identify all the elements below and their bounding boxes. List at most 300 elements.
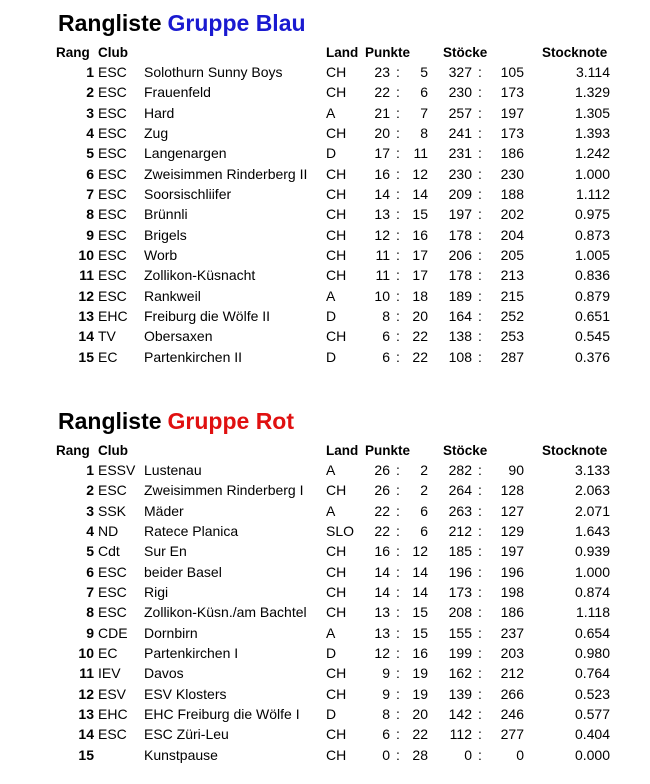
stoecke-separator: : (478, 584, 482, 601)
stoecke-for-cell: 173 (448, 584, 472, 601)
land-cell: CH (326, 685, 347, 702)
stoecke-against-cell: 128 (500, 482, 524, 499)
club-name-cell: Frauenfeld (144, 84, 211, 101)
points-lost-cell: 18 (412, 287, 428, 304)
rank-cell: 14 (78, 328, 94, 345)
club-name-cell: Sur En (144, 543, 187, 560)
stoecke-against-cell: 173 (500, 125, 524, 142)
stoecke-against-cell: 173 (500, 84, 524, 101)
stocknote-cell: 0.764 (574, 665, 610, 682)
stocknote-cell: 0.000 (574, 746, 610, 763)
club-name-cell: Brigels (144, 226, 187, 243)
stoecke-for-cell: 196 (448, 563, 472, 580)
points-lost-cell: 16 (412, 226, 428, 243)
stoecke-against-cell: 252 (500, 308, 524, 325)
points-separator: : (396, 502, 400, 519)
stoecke-against-cell: 287 (500, 348, 524, 365)
stoecke-separator: : (478, 604, 482, 621)
rank-cell: 8 (86, 604, 94, 621)
points-lost-cell: 8 (420, 125, 428, 142)
points-separator: : (396, 226, 400, 243)
stoecke-for-cell: 138 (448, 328, 472, 345)
points-separator: : (396, 348, 400, 365)
club-prefix-cell: CDE (98, 624, 128, 641)
stoecke-separator: : (478, 746, 482, 763)
land-cell: D (326, 145, 337, 162)
stoecke-for-cell: 162 (448, 665, 472, 682)
title-prefix: Rangliste (58, 408, 162, 434)
points-lost-cell: 20 (412, 706, 428, 723)
points-separator: : (396, 64, 400, 80)
points-won-cell: 14 (374, 584, 390, 601)
club-name-cell: Freiburg die Wölfe II (144, 308, 271, 325)
rank-cell: 12 (78, 287, 94, 304)
stocknote-cell: 1.242 (574, 145, 610, 162)
points-won-cell: 11 (375, 247, 390, 264)
points-won-cell: 16 (374, 165, 390, 182)
club-prefix-cell: ESV (98, 685, 127, 702)
points-lost-cell: 2 (420, 462, 428, 478)
table-row (0, 604, 650, 624)
stoecke-separator: : (478, 247, 482, 264)
stoecke-separator: : (478, 226, 482, 243)
points-separator: : (396, 746, 400, 763)
rank-cell: 13 (78, 706, 94, 723)
stocknote-cell: 0.523 (574, 685, 610, 702)
club-prefix-cell: ESC (98, 584, 127, 601)
land-cell: A (326, 502, 336, 519)
points-lost-cell: 15 (412, 624, 428, 641)
ranking-table (0, 462, 650, 767)
stocknote-cell: 0.545 (574, 328, 610, 345)
club-name-cell: Zollikon-Küsnacht (144, 267, 256, 284)
club-prefix-cell: ND (98, 523, 119, 540)
land-cell: D (326, 308, 337, 325)
stocknote-cell: 3.133 (574, 462, 610, 478)
points-separator: : (396, 584, 400, 601)
club-name-cell: Solothurn Sunny Boys (144, 64, 283, 80)
rank-cell: 3 (86, 502, 94, 519)
stoecke-separator: : (478, 145, 482, 162)
points-lost-cell: 14 (412, 186, 428, 203)
points-lost-cell: 19 (412, 665, 428, 682)
club-prefix-cell: Cdt (98, 543, 120, 560)
stoecke-separator: : (478, 186, 482, 203)
table-row (0, 665, 650, 685)
rank-cell: 4 (86, 125, 94, 142)
stoecke-against-cell: 212 (500, 665, 524, 682)
points-separator: : (396, 604, 400, 621)
stoecke-against-cell: 197 (500, 543, 524, 560)
stocknote-cell: 1.000 (574, 165, 610, 182)
stocknote-cell: 0.939 (574, 543, 610, 560)
land-cell: A (326, 624, 336, 641)
table-row (0, 584, 650, 604)
land-cell: CH (326, 226, 347, 243)
club-prefix-cell: ESC (98, 563, 127, 580)
stocknote-cell: 2.063 (574, 482, 610, 499)
land-cell: A (326, 462, 336, 478)
table-row (0, 625, 650, 645)
points-won-cell: 6 (382, 348, 390, 365)
points-separator: : (396, 165, 400, 182)
club-name-cell: Rankweil (144, 287, 201, 304)
ranking-table (0, 64, 650, 369)
club-name-cell: Worb (144, 247, 178, 264)
land-cell: CH (326, 665, 347, 682)
stoecke-for-cell: 0 (464, 746, 472, 763)
rank-cell: 4 (86, 523, 94, 540)
table-row (0, 125, 650, 145)
points-separator: : (396, 308, 400, 325)
rank-cell: 2 (86, 482, 94, 499)
stoecke-for-cell: 112 (449, 726, 472, 743)
stocknote-cell: 1.000 (574, 563, 610, 580)
points-separator: : (396, 685, 400, 702)
points-won-cell: 6 (382, 328, 390, 345)
stoecke-against-cell: 213 (500, 267, 524, 284)
points-won-cell: 22 (374, 502, 390, 519)
club-prefix-cell: ESC (98, 165, 127, 182)
points-separator: : (396, 267, 400, 284)
points-separator: : (396, 665, 400, 682)
points-lost-cell: 7 (420, 104, 428, 121)
points-lost-cell: 15 (412, 604, 428, 621)
club-name-cell: Lustenau (144, 462, 202, 478)
club-prefix-cell: ESC (98, 247, 127, 264)
land-cell: D (326, 348, 337, 365)
points-lost-cell: 22 (412, 726, 428, 743)
stoecke-for-cell: 231 (448, 145, 472, 162)
stoecke-against-cell: 129 (500, 523, 524, 540)
points-won-cell: 11 (375, 267, 390, 284)
stoecke-for-cell: 185 (448, 543, 472, 560)
club-prefix-cell: EC (98, 348, 118, 365)
stoecke-separator: : (478, 726, 482, 743)
club-name-cell: Kunstpause (144, 746, 218, 763)
table-row (0, 543, 650, 563)
points-lost-cell: 20 (412, 308, 428, 325)
club-prefix-cell: TV (98, 328, 116, 345)
header-stoecke: Stöcke (443, 443, 488, 458)
stoecke-separator: : (478, 348, 482, 365)
group-blau-title (58, 10, 306, 37)
club-prefix-cell: SSK (98, 502, 127, 519)
rank-cell: 6 (86, 563, 94, 580)
stoecke-against-cell: 198 (500, 584, 524, 601)
stoecke-against-cell: 197 (500, 104, 524, 121)
points-separator: : (396, 563, 400, 580)
table-row (0, 523, 650, 543)
title-group-name: Gruppe Rot (167, 408, 295, 434)
stocknote-cell: 3.114 (576, 64, 610, 80)
rank-cell: 8 (86, 206, 94, 223)
table-row (0, 227, 650, 247)
stoecke-for-cell: 208 (448, 604, 472, 621)
header-club: Club (98, 45, 128, 60)
stoecke-against-cell: 237 (500, 624, 524, 641)
table-row (0, 503, 650, 523)
land-cell: CH (326, 604, 347, 621)
stoecke-separator: : (478, 84, 482, 101)
points-won-cell: 13 (374, 624, 390, 641)
rank-cell: 2 (86, 84, 94, 101)
stoecke-for-cell: 282 (448, 462, 472, 478)
stoecke-for-cell: 241 (448, 125, 472, 142)
rank-cell: 15 (78, 746, 94, 763)
stocknote-cell: 1.329 (574, 84, 610, 101)
stoecke-against-cell: 253 (500, 328, 524, 345)
stoecke-against-cell: 203 (500, 645, 524, 662)
land-cell: A (326, 287, 336, 304)
club-prefix-cell: ESC (98, 125, 127, 142)
stocknote-cell: 0.879 (574, 287, 610, 304)
land-cell: SLO (326, 523, 355, 540)
table-row (0, 288, 650, 308)
club-prefix-cell: ESC (98, 267, 127, 284)
points-won-cell: 9 (382, 665, 390, 682)
points-separator: : (396, 206, 400, 223)
table-row (0, 247, 650, 267)
rank-cell: 6 (86, 165, 94, 182)
rank-cell: 11 (79, 665, 94, 682)
land-cell: CH (326, 186, 347, 203)
stoecke-separator: : (478, 308, 482, 325)
points-lost-cell: 6 (420, 502, 428, 519)
points-lost-cell: 2 (420, 482, 428, 499)
stoecke-separator: : (478, 624, 482, 641)
stoecke-for-cell: 230 (448, 165, 472, 182)
club-prefix-cell: ESC (98, 186, 127, 203)
land-cell: CH (326, 206, 347, 223)
stoecke-for-cell: 212 (448, 523, 472, 540)
club-name-cell: Partenkirchen II (144, 348, 243, 365)
stoecke-for-cell: 142 (448, 706, 472, 723)
rank-cell: 9 (86, 624, 94, 641)
stocknote-cell: 2.071 (574, 502, 610, 519)
points-lost-cell: 22 (412, 348, 428, 365)
stoecke-separator: : (478, 685, 482, 702)
header-land: Land (326, 443, 359, 458)
points-separator: : (396, 328, 400, 345)
club-name-cell: EHC Freiburg die Wölfe I (144, 706, 300, 723)
points-lost-cell: 6 (420, 84, 428, 101)
group-rot-title (58, 408, 294, 435)
points-lost-cell: 11 (413, 145, 428, 162)
club-prefix-cell: ESC (98, 104, 127, 121)
points-lost-cell: 14 (412, 584, 428, 601)
points-lost-cell: 22 (412, 328, 428, 345)
stoecke-for-cell: 139 (448, 685, 472, 702)
stoecke-separator: : (478, 462, 482, 478)
club-name-cell: Zug (144, 125, 169, 142)
club-name-cell: Partenkirchen I (144, 645, 239, 662)
points-lost-cell: 19 (412, 685, 428, 702)
stoecke-separator: : (478, 645, 482, 662)
points-lost-cell: 15 (412, 206, 428, 223)
stoecke-for-cell: 257 (448, 104, 472, 121)
club-name-cell: Davos (144, 665, 184, 682)
stoecke-for-cell: 230 (448, 84, 472, 101)
stoecke-for-cell: 199 (448, 645, 472, 662)
rank-cell: 3 (86, 104, 94, 121)
club-prefix-cell: ESC (98, 84, 127, 101)
table-header (0, 45, 650, 61)
stoecke-separator: : (478, 287, 482, 304)
points-lost-cell: 12 (412, 165, 428, 182)
table-row (0, 747, 650, 767)
club-prefix-cell: EC (98, 645, 118, 662)
stoecke-against-cell: 127 (500, 502, 524, 519)
table-row (0, 645, 650, 665)
rank-cell: 13 (78, 308, 94, 325)
club-name-cell: Mäder (144, 502, 184, 519)
points-won-cell: 14 (374, 563, 390, 580)
stoecke-against-cell: 205 (500, 247, 524, 264)
points-separator: : (396, 462, 400, 478)
stocknote-cell: 0.975 (574, 206, 610, 223)
table-header (0, 443, 650, 459)
club-name-cell: Ratece Planica (144, 523, 239, 540)
land-cell: CH (326, 267, 347, 284)
points-won-cell: 12 (374, 645, 390, 662)
points-separator: : (396, 706, 400, 723)
stoecke-separator: : (478, 665, 482, 682)
rank-cell: 7 (86, 186, 94, 203)
stoecke-separator: : (478, 125, 482, 142)
stoecke-separator: : (478, 502, 482, 519)
stoecke-against-cell: 204 (500, 226, 524, 243)
points-lost-cell: 14 (412, 563, 428, 580)
points-won-cell: 21 (374, 104, 390, 121)
stocknote-cell: 1.118 (576, 604, 610, 621)
stoecke-for-cell: 197 (448, 206, 472, 223)
stoecke-separator: : (478, 104, 482, 121)
header-club: Club (98, 443, 128, 458)
stocknote-cell: 1.112 (576, 186, 610, 203)
table-row (0, 145, 650, 165)
land-cell: D (326, 645, 337, 662)
club-prefix-cell: ESC (98, 287, 127, 304)
stoecke-against-cell: 188 (500, 186, 524, 203)
club-prefix-cell: ESC (98, 206, 127, 223)
points-won-cell: 13 (374, 206, 390, 223)
club-name-cell: Soorsischliifer (144, 186, 232, 203)
header-punkte: Punkte (365, 45, 411, 60)
club-prefix-cell: ESC (98, 64, 127, 80)
stoecke-for-cell: 108 (448, 348, 472, 365)
stocknote-cell: 0.577 (574, 706, 610, 723)
land-cell: CH (326, 125, 347, 142)
stocknote-cell: 1.393 (574, 125, 610, 142)
club-name-cell: Rigi (144, 584, 169, 601)
table-row (0, 64, 650, 84)
table-row (0, 186, 650, 206)
land-cell: CH (326, 584, 347, 601)
table-row (0, 686, 650, 706)
points-separator: : (396, 523, 400, 540)
points-separator: : (396, 482, 400, 499)
points-won-cell: 12 (374, 226, 390, 243)
stoecke-for-cell: 327 (448, 64, 472, 80)
stoecke-separator: : (478, 482, 482, 499)
stoecke-for-cell: 189 (448, 287, 472, 304)
rank-cell: 5 (86, 145, 94, 162)
points-won-cell: 6 (382, 726, 390, 743)
stoecke-for-cell: 206 (448, 247, 472, 264)
points-won-cell: 26 (374, 482, 390, 499)
points-won-cell: 26 (374, 462, 390, 478)
club-prefix-cell: ESC (98, 604, 127, 621)
points-separator: : (396, 145, 400, 162)
club-name-cell: Zweisimmen Rinderberg I (144, 482, 304, 499)
club-name-cell: Obersaxen (144, 328, 213, 345)
table-row (0, 564, 650, 584)
land-cell: CH (326, 165, 347, 182)
stocknote-cell: 0.404 (574, 726, 610, 743)
stoecke-separator: : (478, 543, 482, 560)
rank-cell: 9 (86, 226, 94, 243)
points-separator: : (396, 287, 400, 304)
points-won-cell: 8 (382, 308, 390, 325)
points-won-cell: 10 (374, 287, 390, 304)
points-separator: : (396, 247, 400, 264)
club-name-cell: ESC Züri-Leu (144, 726, 229, 743)
header-punkte: Punkte (365, 443, 411, 458)
stoecke-against-cell: 196 (500, 563, 524, 580)
rank-cell: 12 (78, 685, 94, 702)
club-prefix-cell: IEV (98, 665, 121, 682)
stoecke-against-cell: 230 (500, 165, 524, 182)
table-row (0, 84, 650, 104)
club-name-cell: Brünnli (144, 206, 188, 223)
points-lost-cell: 12 (412, 543, 428, 560)
stoecke-against-cell: 186 (500, 145, 524, 162)
club-prefix-cell: ESSV (98, 462, 136, 478)
land-cell: CH (326, 84, 347, 101)
table-row (0, 206, 650, 226)
club-prefix-cell: EHC (98, 308, 128, 325)
club-prefix-cell: ESC (98, 145, 127, 162)
stoecke-for-cell: 209 (448, 186, 472, 203)
stocknote-cell: 1.305 (574, 104, 610, 121)
table-row (0, 166, 650, 186)
points-separator: : (396, 125, 400, 142)
land-cell: CH (326, 726, 347, 743)
points-separator: : (396, 624, 400, 641)
stoecke-against-cell: 0 (516, 746, 524, 763)
points-separator: : (396, 645, 400, 662)
table-row (0, 328, 650, 348)
land-cell: CH (326, 328, 347, 345)
stoecke-against-cell: 215 (500, 287, 524, 304)
rank-cell: 1 (86, 462, 94, 478)
stoecke-for-cell: 155 (448, 624, 472, 641)
header-rang: Rang (56, 443, 90, 458)
stocknote-cell: 0.651 (574, 308, 610, 325)
table-row (0, 726, 650, 746)
club-prefix-cell: ESC (98, 482, 127, 499)
table-row (0, 706, 650, 726)
table-row (0, 308, 650, 328)
stoecke-against-cell: 246 (500, 706, 524, 723)
table-row (0, 267, 650, 287)
stoecke-separator: : (478, 165, 482, 182)
header-land: Land (326, 45, 359, 60)
table-row (0, 105, 650, 125)
points-separator: : (396, 84, 400, 101)
land-cell: CH (326, 247, 347, 264)
